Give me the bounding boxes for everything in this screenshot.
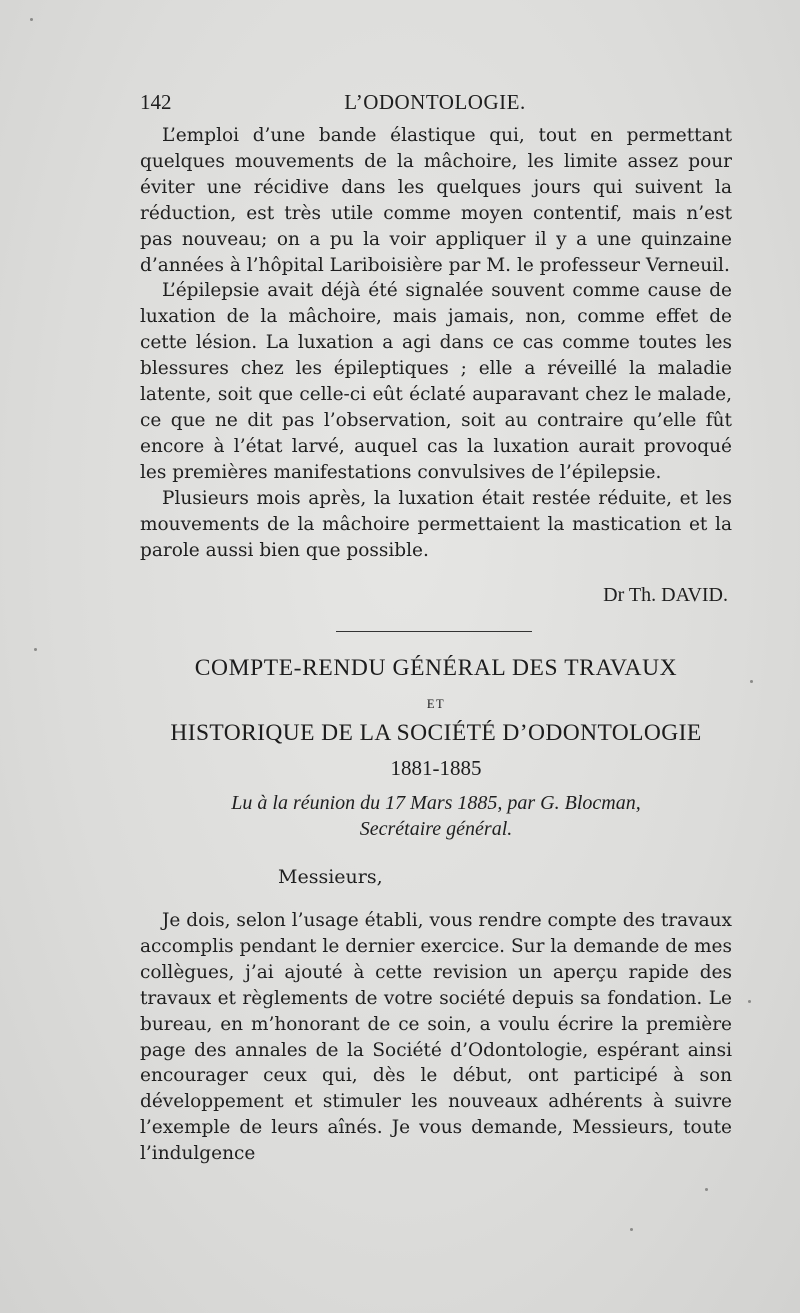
page-number: 142 — [140, 90, 172, 114]
signature: Dr Th. DAVID. — [603, 584, 728, 606]
paragraph-report: Je dois, selon l’usage établi, vous rendre compte des travaux accomplis pendant le dernier exercice. Sur la demande de mes collègues, j’ai ajouté à cette revision un aperçu rapide des travaux et règlements de votre société depuis sa fondation. Le bureau, en m’honorant de ce soin, a voulu écrire la première page des annales de la Société d’Odontologie, espérant ainsi encourager ceux qui, dès le début, ont participé à son développement et stimuler les nouveaux adhérents à suivre l’exemple de leurs aînés. Je vous demande, Messieurs, toute l’indulgence — [140, 910, 732, 1165]
paper-speck — [748, 1000, 751, 1003]
paper-speck — [750, 680, 753, 683]
section-title-conjunction: ET — [426, 697, 446, 711]
paragraph-bandage: L’emploi d’une bande élastique qui, tout en permettant quelques mouvements de la mâchoire, les limite assez pour éviter une récidive dans les quelques jours qui suivent la réduction, est très utile comme moyen contentif, mais n’est pas nouveau; on a pu la voir appliquer il y a une quinzaine d’années à l’hôpital Lariboisière par M. le professeur Verneuil. — [140, 125, 732, 276]
paper-speck — [34, 648, 37, 651]
running-header — [140, 90, 730, 114]
upper-text-block — [140, 123, 732, 563]
paper-speck — [30, 18, 33, 21]
byline-line1: Lu à la réunion du 17 Mars 1885, par G. Blocman, — [231, 792, 641, 814]
lower-text-block — [140, 908, 732, 1167]
paper-speck — [705, 1188, 708, 1191]
paragraph-epilepsy: L’épilepsie avait déjà été signalée souvent comme cause de luxation de la mâchoire, mais jamais, non, comme effet de cette lésion. La luxation a agi dans ce cas comme toutes les blessures chez les épileptiques ; elle a réveillé la maladie latente, soit que celle-ci eût éclaté auparavant chez le malade, ce que ne dit pas l’observation, soit au contraire qu’elle fût encore à l’état larvé, auquel cas la luxation aurait provoqué les premières manifestations convulsives de l’épilepsie. — [140, 280, 732, 483]
section-title-line2: HISTORIQUE DE LA SOCIÉTÉ D’ODONTOLOGIE — [170, 720, 702, 746]
paper-speck — [630, 1228, 633, 1231]
salutation: Messieurs, — [278, 866, 383, 888]
paragraph-outcome: Plusieurs mois après, la luxation était restée réduite, et les mouvements de la mâchoire permettaient la mastication et la parole aussi bien que possible. — [140, 487, 732, 561]
byline-line2: Secrétaire général. — [359, 818, 513, 840]
section-years: 1881-1885 — [390, 756, 482, 780]
section-title-line1: COMPTE-RENDU GÉNÉRAL DES TRAVAUX — [194, 655, 678, 681]
running-title: L’ODONTOLOGIE. — [344, 90, 526, 114]
section-divider — [336, 631, 532, 632]
